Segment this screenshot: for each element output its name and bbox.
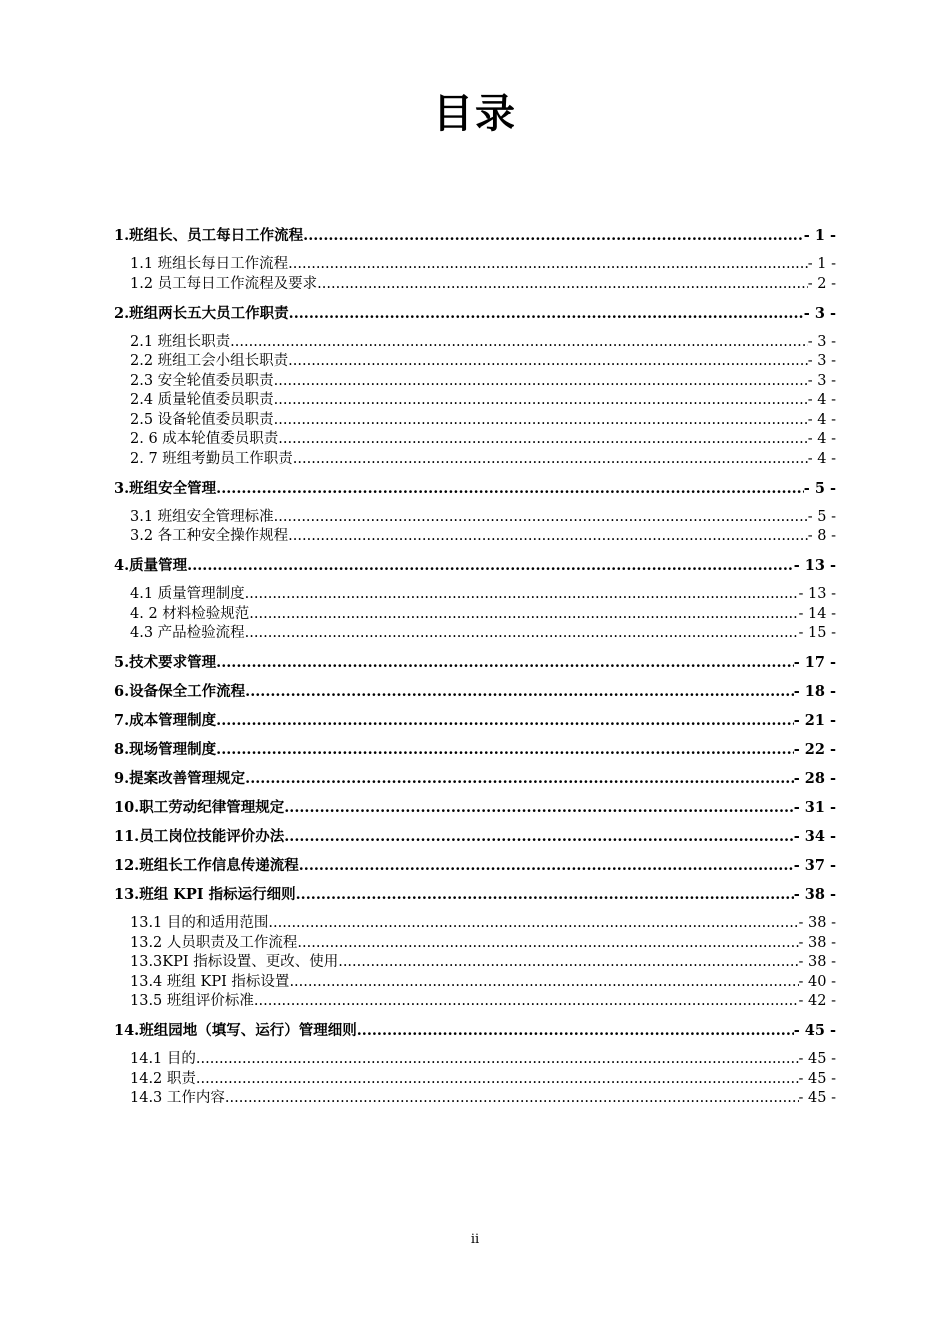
- toc-dot-leader: [245, 769, 794, 789]
- toc-section-entry[interactable]: [114, 605, 836, 625]
- toc-dot-leader: [289, 973, 798, 993]
- toc-chapter-entry[interactable]: [114, 769, 836, 789]
- toc-entry-title: 14.班组园地（填写、运行）管理细则: [114, 1022, 357, 1039]
- toc-entry-title: 4.1 质量管理制度: [130, 586, 245, 602]
- toc-entry-page: - 1 -: [803, 227, 836, 244]
- toc-entry-page: - 13 -: [793, 557, 836, 574]
- toc-entry-page: - 4 -: [807, 392, 836, 408]
- toc-dot-leader: [254, 992, 799, 1012]
- toc-dot-leader: [245, 624, 799, 644]
- toc-entry-title: 3.2 各工种安全操作规程: [130, 528, 289, 544]
- toc-dot-leader: [216, 653, 794, 673]
- toc-entry-page: - 2 -: [807, 275, 836, 292]
- toc-entry-page: - 5 -: [807, 508, 836, 525]
- toc-entry-page: - 31 -: [793, 799, 836, 816]
- toc-entry-page: - 45 -: [798, 1070, 836, 1087]
- toc-entry-title: 13.4 班组 KPI 指标设置: [130, 973, 290, 990]
- toc-entry-page: - 22 -: [793, 741, 836, 758]
- toc-entry-title: 10.职工劳动纪律管理规定: [114, 799, 285, 816]
- toc-entry-page: - 3 -: [803, 304, 836, 322]
- toc-entry-title: 7.成本管理制度: [114, 712, 217, 729]
- toc-dot-leader: [245, 682, 794, 702]
- toc-entry-title: 12.班组长工作信息传递流程: [114, 857, 299, 874]
- toc-dot-leader: [196, 1050, 799, 1070]
- toc-entry-page: - 18 -: [793, 683, 836, 700]
- toc-section-entry[interactable]: [114, 255, 836, 275]
- toc-chapter-entry[interactable]: [114, 827, 836, 847]
- toc-entry-title: 3.班组安全管理: [114, 479, 217, 497]
- toc-section-entry[interactable]: [114, 508, 836, 528]
- toc-entry-title: 4. 2 材料检验规范: [130, 605, 250, 622]
- toc-section-entry[interactable]: [114, 973, 836, 993]
- table-of-contents: [114, 226, 836, 1109]
- toc-dot-leader: [216, 479, 804, 499]
- toc-entry-title: 13.1 目的和适用范围: [130, 915, 269, 931]
- toc-entry-page: - 1 -: [807, 256, 836, 272]
- toc-section-entry[interactable]: [114, 1089, 836, 1109]
- toc-entry-title: 13.班组 KPI 指标运行细则: [114, 886, 296, 903]
- toc-dot-leader: [303, 226, 804, 246]
- toc-dot-leader: [288, 255, 808, 275]
- toc-chapter-entry[interactable]: [114, 856, 836, 876]
- toc-entry-title: 1.2 员工每日工作流程及要求: [130, 275, 318, 292]
- toc-entry-page: - 37 -: [793, 857, 836, 874]
- toc-chapter-entry[interactable]: [114, 740, 836, 760]
- toc-dot-leader: [196, 1070, 799, 1090]
- toc-section-entry[interactable]: [114, 934, 836, 954]
- toc-entry-title: 14.3 工作内容: [130, 1090, 225, 1106]
- toc-dot-leader: [357, 1021, 794, 1041]
- toc-dot-leader: [288, 352, 808, 372]
- toc-dot-leader: [245, 585, 799, 605]
- toc-section-entry[interactable]: [114, 450, 836, 470]
- toc-entry-page: - 38 -: [798, 934, 836, 951]
- toc-dot-leader: [216, 711, 794, 731]
- toc-dot-leader: [225, 1089, 799, 1109]
- toc-entry-page: - 38 -: [793, 886, 836, 903]
- toc-dot-leader: [289, 304, 804, 324]
- toc-dot-leader: [297, 934, 798, 954]
- toc-entry-title: 13.2 人员职责及工作流程: [130, 934, 298, 951]
- toc-dot-leader: [249, 605, 798, 625]
- toc-chapter-entry[interactable]: [114, 711, 836, 731]
- toc-section-entry[interactable]: [114, 333, 836, 353]
- toc-dot-leader: [299, 856, 794, 876]
- toc-dot-leader: [274, 391, 808, 411]
- toc-dot-leader: [278, 430, 807, 450]
- toc-entry-page: - 4 -: [807, 450, 836, 467]
- toc-section-entry[interactable]: [114, 1050, 836, 1070]
- toc-entry-title: 9.提案改善管理规定: [114, 770, 246, 787]
- toc-entry-page: - 3 -: [807, 353, 836, 369]
- toc-entry-page: - 3 -: [807, 333, 836, 350]
- toc-chapter-entry[interactable]: [114, 479, 836, 499]
- toc-dot-leader: [216, 740, 794, 760]
- toc-chapter-entry[interactable]: [114, 304, 836, 324]
- toc-entry-title: 2.2 班组工会小组长职责: [130, 353, 289, 369]
- toc-chapter-entry[interactable]: [114, 885, 836, 905]
- toc-chapter-entry[interactable]: [114, 556, 836, 576]
- toc-entry-page: - 40 -: [798, 973, 836, 990]
- toc-entry-page: - 28 -: [793, 770, 836, 787]
- toc-entry-title: 13.3KPI 指标设置、更改、使用: [130, 954, 339, 970]
- toc-dot-leader: [284, 798, 793, 818]
- toc-dot-leader: [274, 508, 808, 528]
- toc-entry-page: - 42 -: [798, 993, 836, 1009]
- toc-entry-page: - 17 -: [793, 654, 836, 671]
- toc-section-entry[interactable]: [114, 352, 836, 372]
- toc-section-entry[interactable]: [114, 992, 836, 1012]
- toc-dot-leader: [230, 333, 808, 353]
- toc-entry-title: 2.5 设备轮值委员职责: [130, 411, 274, 428]
- page-title: 目录: [433, 91, 517, 137]
- toc-entry-page: - 5 -: [803, 479, 836, 497]
- toc-section-entry[interactable]: [114, 585, 836, 605]
- toc-entry-page: - 38 -: [798, 915, 836, 931]
- toc-dot-leader: [288, 527, 808, 547]
- toc-entry-page: - 14 -: [798, 605, 836, 622]
- toc-entry-title: 2.4 质量轮值委员职责: [130, 392, 274, 408]
- toc-chapter-entry[interactable]: [114, 653, 836, 673]
- toc-entry-title: 5.技术要求管理: [114, 654, 217, 671]
- toc-entry-title: 6.设备保全工作流程: [114, 683, 246, 700]
- toc-section-entry[interactable]: [114, 430, 836, 450]
- toc-entry-title: 1.1 班组长每日工作流程: [130, 256, 289, 272]
- toc-entry-title: 2. 6 成本轮值委员职责: [130, 431, 279, 447]
- toc-entry-page: - 3 -: [807, 372, 836, 389]
- toc-dot-leader: [293, 450, 808, 470]
- toc-section-entry[interactable]: [114, 411, 836, 431]
- toc-chapter-entry[interactable]: [114, 798, 836, 818]
- toc-entry-page: - 45 -: [798, 1051, 836, 1067]
- toc-entry-title: 2.3 安全轮值委员职责: [130, 372, 274, 389]
- toc-section-entry[interactable]: [114, 624, 836, 644]
- toc-entry-page: - 13 -: [798, 586, 836, 602]
- toc-dot-leader: [274, 372, 808, 392]
- toc-entry-title: 4.3 产品检验流程: [130, 625, 245, 641]
- toc-entry-title: 14.1 目的: [130, 1051, 196, 1067]
- toc-section-entry[interactable]: [114, 372, 836, 392]
- toc-section-entry[interactable]: [114, 953, 836, 973]
- toc-dot-leader: [284, 827, 793, 847]
- toc-chapter-entry[interactable]: [114, 682, 836, 702]
- toc-section-entry[interactable]: [114, 914, 836, 934]
- toc-entry-page: - 34 -: [793, 828, 836, 845]
- toc-dot-leader: [187, 556, 794, 576]
- toc-entry-page: - 8 -: [807, 528, 836, 544]
- toc-section-entry[interactable]: [114, 1070, 836, 1090]
- toc-entry-page: - 45 -: [793, 1022, 836, 1039]
- toc-entry-title: 3.1 班组安全管理标准: [130, 508, 274, 525]
- toc-entry-title: 14.2 职责: [130, 1070, 196, 1087]
- page-number: ii: [470, 1232, 480, 1247]
- toc-entry-title: 11.员工岗位技能评价办法: [114, 828, 285, 845]
- toc-entry-page: - 45 -: [798, 1090, 836, 1106]
- toc-dot-leader: [317, 275, 808, 295]
- toc-entry-title: 1.班组长、员工每日工作流程: [114, 227, 304, 244]
- toc-entry-page: - 15 -: [798, 625, 836, 641]
- toc-section-entry[interactable]: [114, 275, 836, 295]
- toc-entry-title: 2.班组两长五大员工作职责: [114, 304, 289, 322]
- toc-dot-leader: [268, 914, 798, 934]
- toc-entry-title: 2.1 班组长职责: [130, 333, 231, 350]
- toc-section-entry[interactable]: [114, 391, 836, 411]
- toc-dot-leader: [274, 411, 808, 431]
- toc-chapter-entry[interactable]: [114, 226, 836, 246]
- toc-dot-leader: [338, 953, 798, 973]
- toc-entry-title: 8.现场管理制度: [114, 741, 217, 758]
- toc-entry-title: 4.质量管理: [114, 557, 188, 574]
- toc-entry-page: - 4 -: [807, 411, 836, 428]
- toc-entry-title: 2. 7 班组考勤员工作职责: [130, 450, 293, 467]
- toc-chapter-entry[interactable]: [114, 1021, 836, 1041]
- toc-entry-page: - 4 -: [807, 431, 836, 447]
- toc-entry-page: - 21 -: [793, 712, 836, 729]
- toc-section-entry[interactable]: [114, 527, 836, 547]
- toc-entry-page: - 38 -: [798, 954, 836, 970]
- toc-entry-title: 13.5 班组评价标准: [130, 993, 254, 1009]
- toc-dot-leader: [296, 885, 794, 905]
